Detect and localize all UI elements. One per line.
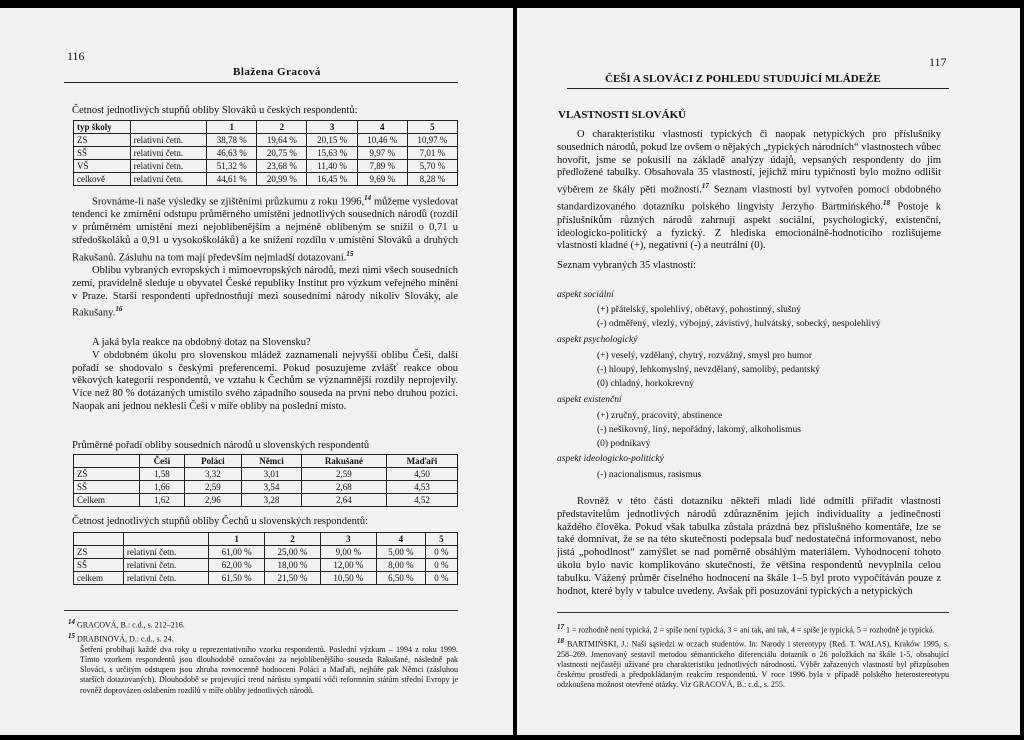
paragraph: V obdobném úkolu pro slovenskou mládež zaznamenali nejvyšší oblibu Češi, další pořadí se shodovalo s českými preferencemi. Pokud posuzujeme zvlášť reakce obou věkových kategorií respondentů, ve vztahu k Čechům se významnější rozdíly neprojevily. Více než 80 % dotázaných umístilo svého západního souseda na první nebo druhou pozici. Naopak ani jednou neklesli Češi v míře obliby na poslední místo. — [72, 349, 458, 412]
aspect-title: aspekt existenční — [557, 395, 622, 405]
table-header-row — [74, 455, 458, 468]
footnote-rule — [557, 612, 949, 613]
aspect-item: (+) zručný, pracovitý, abstinence — [597, 411, 723, 421]
body-text-1 — [72, 192, 458, 321]
table-cell: 3,01 — [242, 468, 302, 481]
table-cell: 20,99 % — [257, 173, 307, 186]
table-cell: 0 % — [425, 546, 457, 559]
table-cell: 9,97 % — [357, 147, 407, 160]
table-cell: 18,00 % — [265, 559, 321, 572]
table-cell: 9,00 % — [320, 546, 376, 559]
table-cell: 4,52 — [386, 494, 457, 507]
table-cell: 2 — [265, 533, 321, 546]
footnote-text: BARTMIŃSKI, J.: Naši sąsiedzi w oczach studentów. In: Narody i stereotypy (Red. T. WALAS), Kraków 1995, s. 258–269. Jmenovaný sestavil metodou sémantického diferenciálu dotazník o 26 položkách na škále 1-5, obsahující vlastnosti nejčastěji užívané pro charakteristiku jednotlivých národností. Výběr zařazených vlastností byl přizpůsoben českému prostředí a předpokládaným reakcím respondentů. V roce 1996 byla v případě polského heterostereotypu odzkoušena možnost otevřené otázky. Viz GRACOVÁ, B.: c.d., s. 255. — [557, 639, 949, 690]
table-cell: 9,69 % — [357, 173, 407, 186]
table-cell: Maďaři — [386, 455, 457, 468]
table-cell: 20,75 % — [257, 147, 307, 160]
table-cell: 5 — [407, 121, 457, 134]
table-cell: ZS — [74, 546, 124, 559]
footnote-number: 17 — [557, 623, 564, 631]
table-cell: 1,62 — [140, 494, 184, 507]
text-run: Seznam vlastností byl vytvořen pomocí obdobného standardizovaného dotazníku polského lingvisty Jerzyho Bartmińského. — [557, 184, 942, 213]
text-run: můžeme vysledovat tendenci ke zmírnění odstupu průměrného umístění jednotlivých sousedních národů (rozdíl v průměrném umístění mezi nejoblíbenějším a nejméně oblíbeným se snížil o 0,71 u středoškoláků a 0,91 u vysokoškoláků) a ke snížení rozdílu v umístění Slováků a druhých Rakušanů. Zásluhu na tom mají především nejmladší dotazovaní. — [72, 196, 458, 264]
header-rule — [64, 82, 458, 83]
footnote-ref: 16 — [115, 305, 123, 314]
table-cell — [74, 533, 124, 546]
table-row — [74, 134, 458, 147]
table-cell: 1 — [207, 121, 257, 134]
table-cell: 16,45 % — [307, 173, 357, 186]
right-page — [517, 8, 1020, 735]
table-row — [74, 173, 458, 186]
table2-caption: Průměrné pořadí obliby sousedních národů u slovenských respondentů — [72, 440, 370, 451]
table-cell: 44,61 % — [207, 173, 257, 186]
table-cell: relativní četn. — [130, 160, 207, 173]
table-cell: 2,96 — [184, 494, 242, 507]
aspect-title: aspekt sociální — [557, 290, 614, 300]
table-cell: 21,50 % — [265, 572, 321, 585]
table-poradi-obliby — [73, 454, 458, 507]
table-cell: 4 — [376, 533, 425, 546]
table-cell: 2 — [257, 121, 307, 134]
aspect-item: (+) veselý, vzdělaný, chytrý, rozvážný, smysl pro humor — [597, 351, 813, 361]
table-cell: relativní četn. — [123, 572, 208, 585]
table-cell: SŠ — [74, 147, 131, 160]
table-cell: typ školy — [74, 121, 131, 134]
footnote-rule — [64, 610, 458, 611]
footnote-number: 18 — [557, 636, 564, 645]
table-cell: relativní četn. — [130, 147, 207, 160]
table-cell: 19,64 % — [257, 134, 307, 147]
table-row — [74, 572, 458, 585]
table-cell: 0 % — [425, 559, 457, 572]
table-cell: 4,53 — [386, 481, 457, 494]
table-cell: 62,00 % — [209, 559, 265, 572]
table-row — [74, 546, 458, 559]
table-row — [74, 147, 458, 160]
paragraph: A jaká byla reakce na obdobný dotaz na Slovensku? — [92, 337, 311, 348]
table-cell: relativní četn. — [123, 546, 208, 559]
aspect-item: (+) přátelský, spolehlivý, obětavý, pohostinný, slušný — [597, 305, 802, 315]
table-cell: VŠ — [74, 160, 131, 173]
table-cell: SŠ — [74, 481, 140, 494]
table-cell: 51,32 % — [207, 160, 257, 173]
aspect-item: (-) hloupý, lehkomyslný, nevzdělaný, samolibý, pedantský — [597, 365, 820, 375]
table-cell: 7,01 % — [407, 147, 457, 160]
table-row — [74, 494, 458, 507]
table-cell: 2,59 — [184, 481, 242, 494]
aspect-item: (0) chladný, horkokrevný — [597, 379, 694, 389]
table-cell: 1,58 — [140, 468, 184, 481]
table-cell: 5,70 % — [407, 160, 457, 173]
footnote-number: 14 — [68, 618, 75, 626]
table-cell: celkově — [74, 173, 131, 186]
footnote-ref: 15 — [346, 249, 354, 258]
table-cell: 1 — [209, 533, 265, 546]
list-intro: Seznam vybraných 35 vlastností: — [557, 260, 697, 271]
table-cell: Češi — [140, 455, 184, 468]
table-cell: 3,54 — [242, 481, 302, 494]
table-cell: ZS — [74, 134, 131, 147]
aspect-title: aspekt psychologický — [557, 335, 638, 345]
aspect-item: (-) nešikovný, líný, nepořádný, lakomý, alkoholismus — [597, 425, 801, 435]
text-run: O charakteristiku vlastností typických či naopak netypických pro příslušníky sousedních národů, pokud lze ovšem o nějakých „typických národních“ vlastnostech vůbec hovořit, jsme se pokusili na základě analýzy údajů, vepsaných respondenty do jim předložené tabulky. Obsahovala 35 vlastností, jejichž míru typičnosti bylo možno odlišit výběrem ze škály pěti možností. — [557, 129, 941, 196]
footnote-ref: 14 — [364, 194, 372, 202]
table-oblibe-slovaku — [73, 120, 458, 186]
footnote-text: 1 = rozhodně není typická, 2 = spíše není typická, 3 = ani tak, ani tak, 4 = spíše je typická, 5 = rozhodně je typická. — [566, 625, 935, 635]
table-cell: ZŠ — [74, 468, 140, 481]
table-cell: 8,28 % — [407, 173, 457, 186]
table-cell: 3,32 — [184, 468, 242, 481]
left-page — [0, 8, 513, 735]
page-number: 116 — [67, 49, 85, 63]
table-cell: 5 — [425, 533, 457, 546]
body-text-2 — [557, 496, 941, 598]
table-cell: 20,15 % — [307, 134, 357, 147]
table-cell: 2,59 — [301, 468, 386, 481]
text-run: Oblibu vybraných evropských i mimoevropských národů, mezi nimi všech sousedních zemí, pravidelně sleduje u obyvatel České republiky Institut pro výzkum veřejného mínění v Praze. Starší respondenti upřednostňují mezi sousedními národy nikoliv Slováky, ale Rakušany. — [72, 264, 458, 319]
table-cell: celkem — [74, 572, 124, 585]
section-title: VLASTNOSTI SLOVÁKŮ — [558, 109, 687, 121]
table-cell: 23,68 % — [257, 160, 307, 173]
body-text-2 — [72, 337, 458, 414]
table-oblibe-cechu — [73, 532, 458, 585]
table-cell: 11,40 % — [307, 160, 357, 173]
table-row — [74, 559, 458, 572]
table-row — [74, 481, 458, 494]
table-cell: Rakušané — [301, 455, 386, 468]
table-cell: 10,46 % — [357, 134, 407, 147]
footnotes — [68, 617, 458, 696]
aspect-item: (0) podnikavý — [597, 439, 651, 449]
text-run: Postoje k příslušníkům různých národů zahrnují aspekt sociální, psychologický, existenční, ideologicko-politický a fyzický. Z hlediska emocionálně-hodnotícího rozlišujeme vlastnosti kladné (+), negativní (-) a neutrální (0). — [557, 201, 941, 252]
footnote-text: Šetření probíhají každé dva roky u reprezentativního vzorku respondentů. Poslední výzkum – 1994 z roku 1999. Tímto vzorkem respondentů jsou dlouhodobě označováni za nejoblíbenějšího souseda Rakušané, následně pak Slováci, s určitým odstupem jsou zhruba rovnocenně hodnoceni Poláci a Maďaři, nejhůře pak Němci (zásluhou starších dotazovaných). Dlouhodobě se projevující trend nárůstu sympatií vůči reformním státům střední Evropy je rovněž doprovázen oslabením rozdílů v míře obliby jednotlivých národů. — [80, 644, 458, 695]
table3-caption: Četnost jednotlivých stupňů obliby Čechů u slovenských respondentů: — [72, 516, 369, 527]
aspect-title: aspekt ideologicko-politický — [557, 454, 664, 464]
footnote-number: 15 — [68, 631, 75, 640]
table-cell: Poláci — [184, 455, 242, 468]
table-cell: relativní četn. — [123, 559, 208, 572]
aspect-item: (-) nacionalismus, rasismus — [597, 470, 702, 480]
footnote-text: DRABINOVÁ, D.: c.d., s. 24. — [77, 634, 174, 644]
table-cell: 3 — [307, 121, 357, 134]
page-number: 117 — [929, 55, 947, 69]
table-cell: 7,89 % — [357, 160, 407, 173]
aspect-item: (-) odměřený, vlezlý, výbojný, závistivý, hulvátský, sobecký, nespolehlivý — [597, 319, 881, 329]
table-cell: 4,50 — [386, 468, 457, 481]
table-cell: 10,50 % — [320, 572, 376, 585]
footnote-ref: 18 — [883, 199, 891, 208]
table-cell: Němci — [242, 455, 302, 468]
table-cell: 6,50 % — [376, 572, 425, 585]
table-cell: 61,50 % — [209, 572, 265, 585]
table-cell: 61,00 % — [209, 546, 265, 559]
text-run: Srovnáme-li naše výsledky se zjištěními průzkumu z roku 1996, — [92, 196, 365, 208]
table-cell: 5,00 % — [376, 546, 425, 559]
table-cell — [123, 533, 208, 546]
table-cell: 46,63 % — [207, 147, 257, 160]
table-cell: 1,66 — [140, 481, 184, 494]
table-cell: 15,63 % — [307, 147, 357, 160]
table-cell: SŠ — [74, 559, 124, 572]
table-cell: 4 — [357, 121, 407, 134]
table-cell: relativní četn. — [130, 134, 207, 147]
table-cell: 12,00 % — [320, 559, 376, 572]
footnote-ref: 17 — [701, 182, 709, 191]
table-cell: 8,00 % — [376, 559, 425, 572]
footnote-text: GRACOVÁ, B.: c.d., s. 212–216. — [77, 620, 185, 630]
table-cell: 2,68 — [301, 481, 386, 494]
table-header-row — [74, 533, 458, 546]
paragraph: Rovněž v této části dotazníku někteří mladí lidé odmítli přiřadit vlastnosti představitelům jednotlivých národů zdůrazněním jejich individuality a jedinečnosti každého člověka. Pokud však tabulka zůstala prázdná bez příslušného komentáře, lze se také domnívat, že se na této skutečnosti podepsala buď nedostatečná informovanost, nebo jistá „pohodlnost“ zamýšlet se nad poměrně obsáhlým materiálem. Vyhodnocení tohoto úkolu bylo navíc komplikováno skutečností, že většina respondentů nevyplnila celou tabulku. Vážený průměr číselného hodnocení na škále 1–5 byl proto vypočítáván pouze z hodnot, které byly v tabulce uvedeny. Avšak při posuzování typických a netypických — [557, 496, 941, 597]
running-head: Blažena Gracová — [233, 66, 321, 78]
running-head: ČEŠI A SLOVÁCI Z POHLEDU STUDUJÍCÍ MLÁDEŽE — [605, 73, 881, 85]
table-cell: relativní četn. — [130, 173, 207, 186]
table-cell: 2,64 — [301, 494, 386, 507]
table-row — [74, 468, 458, 481]
table-cell: 10,97 % — [407, 134, 457, 147]
table-cell: 38,78 % — [207, 134, 257, 147]
table-cell — [130, 121, 207, 134]
table-header-row — [74, 121, 458, 134]
table-cell: 25,00 % — [265, 546, 321, 559]
table-cell: 3 — [320, 533, 376, 546]
table-cell: 3,28 — [242, 494, 302, 507]
table-row — [74, 160, 458, 173]
footnotes — [557, 622, 949, 691]
table1-caption: Četnost jednotlivých stupňů obliby Slováků u českých respondentů: — [72, 105, 358, 116]
table-cell — [74, 455, 140, 468]
table-cell: Celkem — [74, 494, 140, 507]
table-cell: 0 % — [425, 572, 457, 585]
